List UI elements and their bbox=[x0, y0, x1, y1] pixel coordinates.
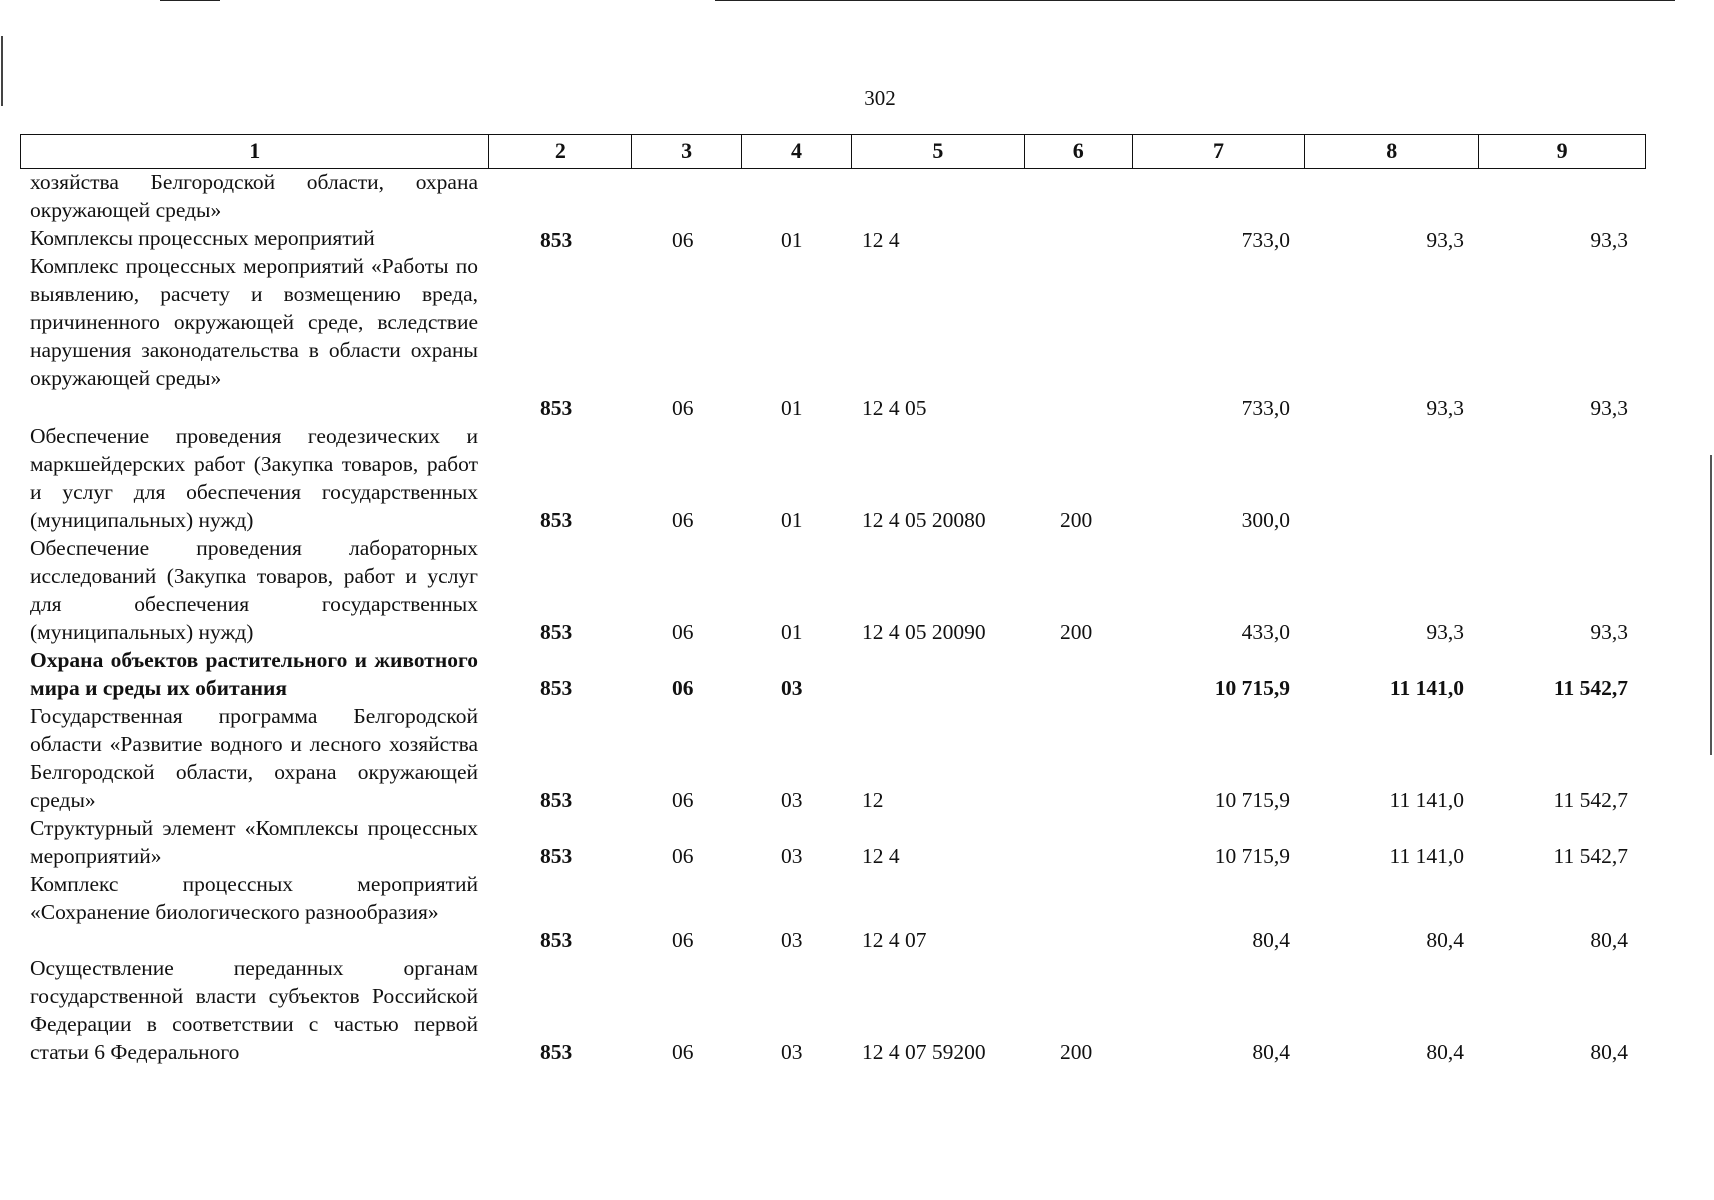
row-description: Обеспечение проведения геодезических и маркшейдерских работ (Закупка товаров, работ и услуг для обеспечения государственных (муниципальных) нужд) bbox=[30, 424, 478, 532]
cell-c8: 80,4 bbox=[1426, 1040, 1464, 1064]
cell-c4: 03 bbox=[781, 844, 803, 868]
intro-text: хозяйства Белгородской области, охрана окружающей среды» bbox=[30, 170, 478, 222]
cell-c2: 853 bbox=[540, 396, 573, 420]
header-cell-8: 8 bbox=[1305, 135, 1479, 168]
cell-c5: 12 4 07 bbox=[862, 928, 927, 952]
cell-c9: 80,4 bbox=[1590, 1040, 1628, 1064]
cell-c2: 853 bbox=[540, 928, 573, 952]
row-description: Государственная программа Белгородской области «Развитие водного и лесного хозяйства Белгородской области, охрана окружающей среды» bbox=[30, 704, 478, 812]
cell-c6: 200 bbox=[1060, 1040, 1093, 1064]
header-cell-9: 9 bbox=[1556, 138, 1568, 163]
cell-c2: 853 bbox=[540, 1040, 573, 1064]
cell-c4: 01 bbox=[781, 620, 803, 644]
cell-c3: 06 bbox=[672, 620, 694, 644]
header-cell-1: 1 bbox=[21, 135, 489, 168]
cell-c3: 06 bbox=[672, 396, 694, 420]
cell-c4: 03 bbox=[781, 788, 803, 812]
cell-c4: 03 bbox=[781, 1040, 803, 1064]
row-description: Комплекс процессных мероприятий «Сохранение биологического разнообразия» bbox=[30, 872, 478, 924]
cell-c6: 200 bbox=[1060, 620, 1093, 644]
cell-c7: 733,0 bbox=[1241, 396, 1290, 420]
cell-c4: 03 bbox=[781, 676, 803, 700]
cell-c7: 10 715,9 bbox=[1214, 788, 1290, 812]
row-description: Структурный элемент «Комплексы процессных мероприятий» bbox=[30, 816, 478, 868]
header-cell-4: 4 bbox=[742, 135, 852, 168]
cell-c2: 853 bbox=[540, 844, 573, 868]
cell-c9: 93,3 bbox=[1590, 620, 1628, 644]
cell-c7: 300,0 bbox=[1241, 508, 1290, 532]
cell-c8: 93,3 bbox=[1426, 620, 1464, 644]
header-cell-7: 7 bbox=[1133, 135, 1306, 168]
cell-c4: 03 bbox=[781, 928, 803, 952]
cell-c5: 12 4 05 bbox=[862, 396, 927, 420]
cell-c2: 853 bbox=[540, 620, 573, 644]
cell-c8: 93,3 bbox=[1426, 396, 1464, 420]
cell-c5: 12 4 07 59200 bbox=[862, 1040, 986, 1064]
cell-c8: 11 141,0 bbox=[1389, 788, 1464, 812]
cell-c9: 11 542,7 bbox=[1553, 676, 1628, 700]
cell-c8: 11 141,0 bbox=[1389, 844, 1464, 868]
header-cell-5: 5 bbox=[852, 135, 1025, 168]
header-cell-2: 2 bbox=[489, 135, 632, 168]
cell-c9: 80,4 bbox=[1590, 928, 1628, 952]
page-number: 302 bbox=[864, 86, 896, 110]
cell-c6: 200 bbox=[1060, 508, 1093, 532]
cell-c7: 433,0 bbox=[1241, 620, 1290, 644]
cell-c7: 10 715,9 bbox=[1214, 676, 1290, 700]
cell-c2: 853 bbox=[540, 788, 573, 812]
cell-c3: 06 bbox=[672, 676, 694, 700]
cell-c4: 01 bbox=[781, 228, 803, 252]
cell-c9: 11 542,7 bbox=[1553, 788, 1628, 812]
cell-c8: 11 141,0 bbox=[1389, 676, 1464, 700]
left-margin-rule bbox=[1, 36, 3, 106]
cell-c7: 80,4 bbox=[1252, 1040, 1290, 1064]
cell-c9: 93,3 bbox=[1590, 228, 1628, 252]
cell-c2: 853 bbox=[540, 228, 573, 252]
right-margin-rule bbox=[1710, 455, 1712, 755]
cell-c3: 06 bbox=[672, 788, 694, 812]
cell-c7: 80,4 bbox=[1252, 928, 1290, 952]
top-rule-right bbox=[715, 0, 1675, 1]
cell-c4: 01 bbox=[781, 508, 803, 532]
cell-c5: 12 bbox=[862, 788, 884, 812]
header-cell-6: 6 bbox=[1025, 135, 1133, 168]
cell-c5: 12 4 05 20080 bbox=[862, 508, 986, 532]
cell-c2: 853 bbox=[540, 508, 573, 532]
row-description: Комплексы процессных мероприятий bbox=[30, 226, 375, 250]
cell-c5: 12 4 bbox=[862, 844, 900, 868]
cell-c4: 01 bbox=[781, 396, 803, 420]
cell-c9: 93,3 bbox=[1590, 396, 1628, 420]
header-cell-3: 3 bbox=[632, 135, 742, 168]
cell-c5: 12 4 05 20090 bbox=[862, 620, 986, 644]
cell-c8: 80,4 bbox=[1426, 928, 1464, 952]
row-description: Охрана объектов растительного и животного мира и среды их обитания bbox=[30, 648, 478, 700]
cell-c3: 06 bbox=[672, 228, 694, 252]
cell-c9: 11 542,7 bbox=[1553, 844, 1628, 868]
cell-c7: 733,0 bbox=[1241, 228, 1290, 252]
row-description: Обеспечение проведения лабораторных исследований (Закупка товаров, работ и услуг для обеспечения государственных (муниципальных) нужд) bbox=[30, 536, 478, 644]
cell-c8: 93,3 bbox=[1426, 228, 1464, 252]
cell-c3: 06 bbox=[672, 508, 694, 532]
top-rule-left bbox=[160, 0, 220, 1]
cell-c3: 06 bbox=[672, 844, 694, 868]
cell-c5: 12 4 bbox=[862, 228, 900, 252]
row-description: Комплекс процессных мероприятий «Работы по выявлению, расчету и возмещению вреда, причиненного окружающей среде, вследствие нарушения законодательства в области охраны окружающей среды» bbox=[30, 254, 478, 390]
cell-c3: 06 bbox=[672, 928, 694, 952]
cell-c7: 10 715,9 bbox=[1214, 844, 1290, 868]
cell-c2: 853 bbox=[540, 676, 573, 700]
table-header bbox=[20, 134, 1646, 169]
row-description: Осуществление переданных органам государственной власти субъектов Российской Федерации в соответствии с частью первой статьи 6 Федерального bbox=[30, 956, 478, 1064]
cell-c3: 06 bbox=[672, 1040, 694, 1064]
